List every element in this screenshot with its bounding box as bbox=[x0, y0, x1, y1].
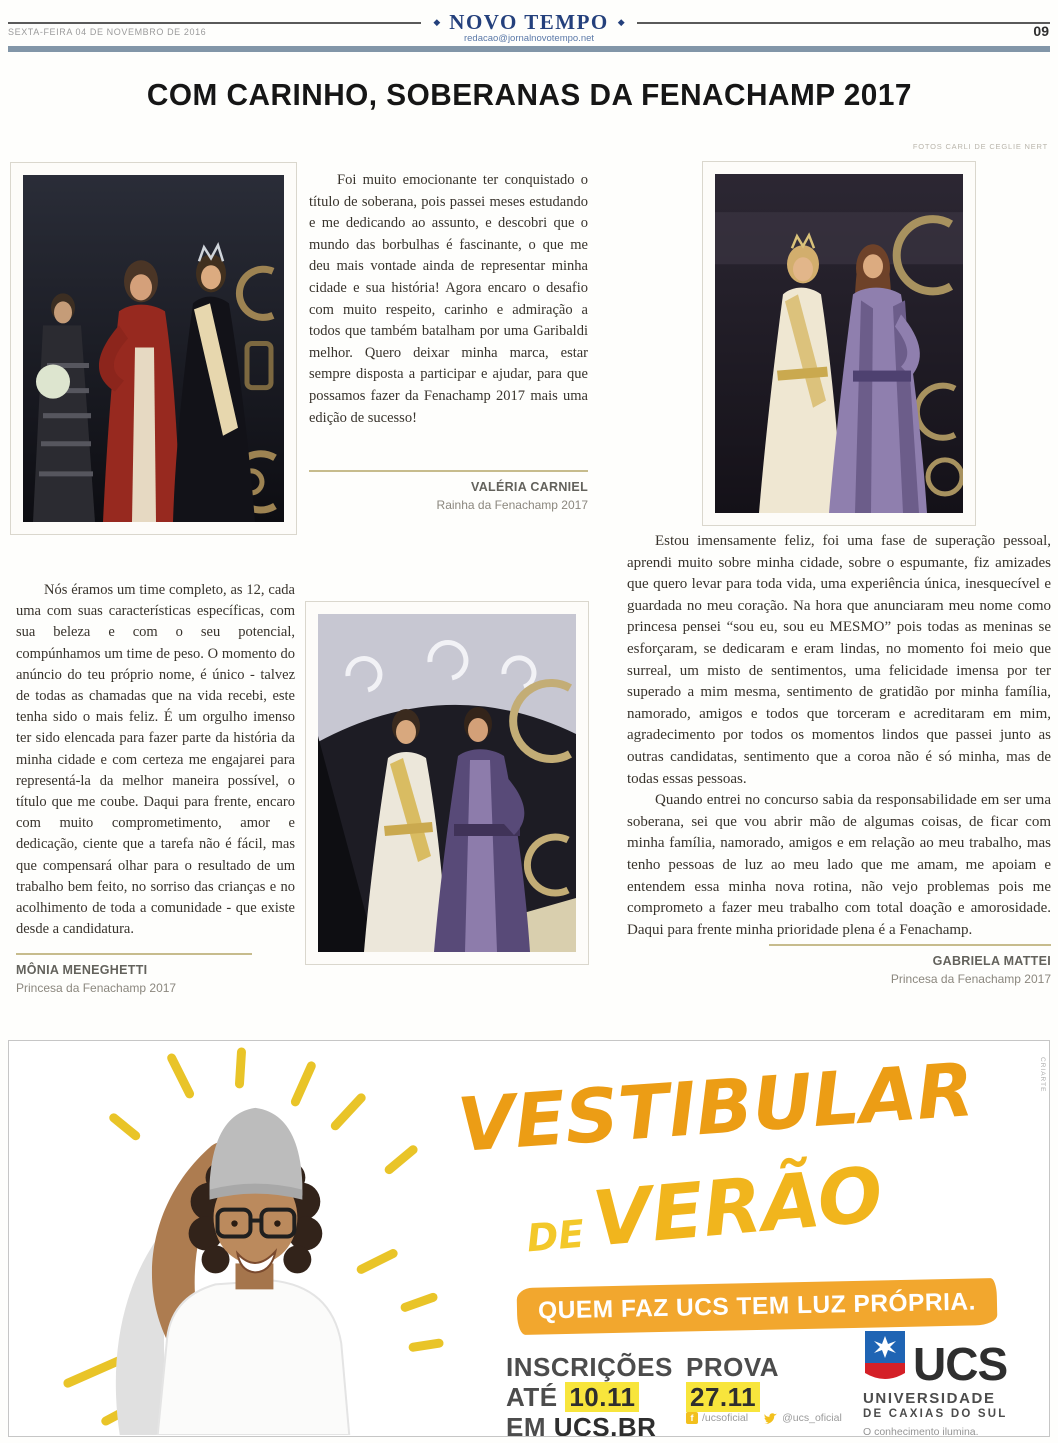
page-title bbox=[0, 76, 1058, 113]
ucs-tagline: O conhecimento ilumina. bbox=[863, 1426, 979, 1437]
ad-headline-verao: VERÃO bbox=[589, 1149, 887, 1264]
ad-social-row bbox=[686, 1412, 842, 1424]
masthead-title-wrap bbox=[421, 10, 636, 35]
article-quote-valeria bbox=[309, 170, 588, 429]
article-text: Quando entrei no concurso sabia da responsabilidade em ser uma soberana, sei que vou abrir mão de algumas coisas, de ficar com minha família, namorado, amigos e em relação ao meu trabalho, mas tenho pessoas de luz ao meu lado que me amam, me apoiam e entendem essa minha nova rotina, não vejo problemas pois me comprometo a fazer meu trabalho com total doação e amorosidade. Daqui para frente minha prioridade plena é a Fenachamp. bbox=[627, 792, 1051, 938]
ad-headline-verao-row bbox=[522, 1150, 886, 1270]
ucs-university-name: UNIVERSIDADE bbox=[863, 1390, 996, 1407]
photo-credit: FOTOS CARLI DE CEGLIE NERT bbox=[912, 142, 1048, 151]
page-number: 09 bbox=[1033, 23, 1049, 39]
article-quote-gabriela bbox=[627, 531, 1051, 941]
ucs-logo-text: UCS bbox=[913, 1337, 1008, 1390]
ad-model-photo bbox=[10, 1042, 454, 1435]
masthead-rule-right bbox=[637, 22, 1050, 24]
ad-headline-vestibular: VESTIBULAR bbox=[454, 1047, 977, 1169]
inscriptions-deadline: 10.11 bbox=[565, 1382, 639, 1412]
signature-divider bbox=[309, 470, 588, 472]
ad-inscriptions-block bbox=[506, 1352, 673, 1437]
author-role: Rainha da Fenachamp 2017 bbox=[436, 498, 588, 512]
facebook-handle: /ucsoficial bbox=[702, 1412, 749, 1424]
headline-text: COM CARINHO, SOBERANAS DA FENACHAMP 2017 bbox=[146, 77, 912, 112]
ad-headline-de: DE bbox=[524, 1211, 587, 1261]
issue-date: SEXTA-FEIRA 04 DE NOVEMBRO DE 2016 bbox=[8, 27, 207, 37]
article-quote-monia bbox=[16, 580, 295, 940]
ate-label: ATÉ bbox=[506, 1382, 558, 1412]
signature-gabriela bbox=[627, 944, 1051, 986]
facebook-icon: f bbox=[686, 1412, 698, 1424]
ad-slogan-text: QUEM FAZ UCS TEM LUZ PRÓPRIA. bbox=[537, 1287, 977, 1325]
newspaper-title: NOVO TEMPO bbox=[449, 10, 609, 34]
masthead-rule-left bbox=[8, 22, 421, 24]
prova-date: 27.11 bbox=[686, 1382, 760, 1412]
signature-divider bbox=[16, 953, 252, 955]
article-text: Foi muito emocionante ter conquistado o título de soberana, pois passei meses estudando e me dedicando ao assunto, e descobri que o mundo das borbulhas é fascinante, o que me deu mais vontade ainda de representar minha cidade e sua história! Agora encaro o desafio com muito respeito, carinho e admiração a todos que também batalham por uma Garibaldi melhor. Quero deixar minha marca, estar sempre disposta a participar e ajudar, para que possamos fazer da Fenachamp 2017 mais uma edição de sucesso! bbox=[309, 172, 588, 426]
author-name: MÔNIA MENEGHETTI bbox=[16, 963, 148, 977]
ucs-university-location: DE CAXIAS DO SUL bbox=[863, 1408, 1008, 1420]
ad-prova-block bbox=[686, 1352, 779, 1412]
agency-credit: CRIARTE bbox=[1039, 1057, 1046, 1093]
ad-slogan-banner bbox=[517, 1278, 998, 1335]
prova-label: PROVA bbox=[686, 1352, 780, 1382]
signature-divider bbox=[769, 944, 1051, 946]
author-name: VALÉRIA CARNIEL bbox=[471, 480, 588, 494]
article-text: Estou imensamente feliz, foi uma fase de superação pessoal, aprendi muito sobre minha cidade, sobre o espumante, fiz amizades que quero levar para toda vida, uma experiência única, inesquecível e guardada no meu coração. Na hora que anunciaram meu nome como princesa pensei “sou eu, sou eu MESMO” pois todas as meninas se esforçaram, se dedicaram e eram lindas, no momento foi meio que surreal, um misto de sentimentos, uma felicidade imensa por ter superado a mim mesma, sentimento de gratidão por minha família, namorado, amigos e todos que torceram e acreditaram em mim, agradecimento por todos os momentos lindos que passei junto as outras candidatas, sentimento que a coroa não é só minha, mas de todas essas pessoas. bbox=[627, 533, 1051, 787]
photo-princesses-middle-image bbox=[318, 614, 576, 952]
author-role: Princesa da Fenachamp 2017 bbox=[16, 981, 177, 995]
photo-crowning-stage-image bbox=[23, 175, 284, 522]
masthead-divider-bar bbox=[8, 46, 1050, 52]
ucs-logo-shield bbox=[863, 1329, 907, 1385]
contact-email: redacao@jornalnovotempo.net bbox=[463, 33, 595, 44]
signature-monia bbox=[16, 953, 295, 995]
diamond-bullet-icon: ◆ bbox=[433, 17, 441, 27]
diamond-bullet-icon: ◆ bbox=[617, 17, 625, 27]
photo-princesses-middle bbox=[305, 601, 589, 965]
twitter-handle: @ucs_oficial bbox=[782, 1412, 842, 1424]
em-label: EM bbox=[506, 1412, 546, 1437]
twitter-icon bbox=[764, 1413, 778, 1424]
ucs-logo-block bbox=[863, 1329, 1035, 1437]
inscriptions-site: UCS.BR bbox=[553, 1412, 657, 1437]
photo-queen-princess-right-image bbox=[715, 174, 963, 513]
author-name: GABRIELA MATTEI bbox=[932, 954, 1051, 968]
author-role: Princesa da Fenachamp 2017 bbox=[890, 972, 1051, 986]
inscriptions-label: INSCRIÇÕES bbox=[506, 1352, 673, 1382]
signature-valeria bbox=[309, 470, 588, 512]
photo-queen-princess-right bbox=[702, 161, 976, 526]
article-text: Nós éramos um time completo, as 12, cada uma com suas características específicas, com sua beleza e com o seu potencial, compúnhamos um time de peso. O momento do anúncio do teu próprio nome, é único - talvez de todas as chamadas que na vida recebi, este tenha sido o mais feliz. É um orgulho imenso ter sido elencada para fazer parte da história da minha cidade e com certeza me engajarei para representá-la da melhor maneira possível, o título que me coube. Daqui para frente, encaro com muito comprometimento, amor e dedicação, ciente que a tarefa não é fácil, mas que compensará olhar para o resultado de um trabalho bem feito, no sorriso das crianças e no acolhimento de toda a comunidade - que existe desde a candidatura. bbox=[16, 582, 295, 938]
photo-crowning-stage bbox=[10, 162, 297, 535]
ad-ucs-vestibular bbox=[8, 1040, 1050, 1437]
